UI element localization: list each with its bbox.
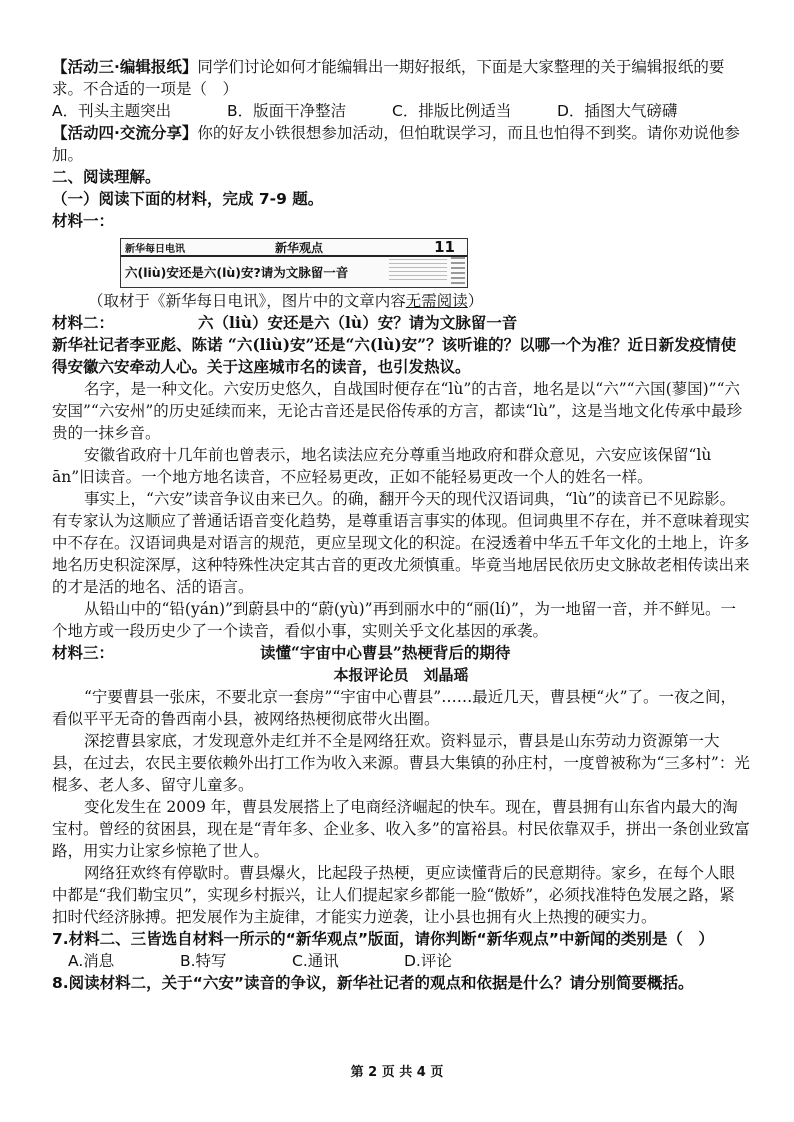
clipping-headline: 六(liù)安还是六(lù)安?请为文脉留一音	[125, 265, 349, 280]
clipping-page-number: 11	[434, 238, 455, 256]
clipping-text-lines	[389, 259, 447, 283]
caption-suffix: ）	[467, 292, 484, 310]
material1-caption	[52, 290, 750, 312]
question-7-options	[52, 950, 750, 972]
activity3-options	[52, 100, 750, 122]
activity3-option-c: C．排版比例适当	[392, 102, 512, 120]
page-footer: 第 2 页 共 4 页	[350, 1065, 444, 1080]
activity4-tag: 【活动四·交流分享】	[52, 124, 198, 142]
section-heading: 二、阅读理解。	[52, 168, 161, 186]
material3-paragraph: 变化发生在 2009 年，曹县发展搭上了电商经济崛起的快车。现在，曹县拥有山东省内最大的淘宝村。曾经的贫困县，现在是“青年多、企业多、收入多”的富裕县。村民依靠双手，拼出一条创业致富路，用实力让家乡惊艳了世人。	[52, 798, 750, 860]
material2-header	[52, 312, 750, 334]
material3-title: 读懂“宇宙中心曹县”热梗背后的期待	[260, 643, 511, 662]
activity3-option-b: B．版面干净整洁	[227, 102, 347, 120]
material3-header	[52, 642, 750, 664]
activity3-option-d: D．插图大气磅礴	[557, 102, 678, 120]
clipping-side-column	[451, 257, 465, 285]
material3-paragraph: 深挖曹县家底，才发现意外走红并不全是网络狂欢。资料显示，曹县是山东劳动力资源第一大县，在过去，农民主要依赖外出打工作为收入来源。曹县大集镇的孙庄村，一度曾被称为“三多村”：光棍多、老人多、留守儿童多。	[52, 732, 750, 794]
q7-option-d: D.评论	[404, 952, 452, 970]
material2-paragraph: 名字，是一种文化。六安历史悠久，自战国时便存在“lù”的古音，地名是以“六”“六国(蓼国)”“六安国”“六安州”的历史延续而来，无论古音还是民俗传承的方言，都读“lù”，这是当地文化传承中最珍贵的一抹乡音。	[52, 380, 743, 442]
activity3-tag: 【活动三·编辑报纸】	[52, 58, 198, 76]
material2-label: 材料二：	[52, 314, 115, 332]
clipping-masthead: 新华每日电讯	[125, 243, 185, 255]
material3-paragraph: 网络狂欢终有停歇时。曹县爆火，比起段子热梗，更应读懂背后的民意期待。家乡，在每个人眼中都是“我们勒宝贝”，实现乡村振兴，让人们提起家乡都能一脸“傲娇”，必须找准特色发展之路，紧扣时代经济脉搏。把发展作为主旋律，才能实力逆袭，让小县也拥有火上热搜的硬实力。	[52, 864, 736, 926]
q7-option-a: A.消息	[68, 952, 115, 970]
material2-paragraph: 事实上，“六安”读音争议由来已久。的确，翻开今天的现代汉语词典，“lù”的读音已不见踪影。有专家认为这顺应了普通话语音变化趋势，是尊重语言事实的体现。但词典里不存在，并不意味着现实中不存在。汉语词典是对语言的规范，更应呈现文化的积淀。在浸透着中华五千年文化的土地上，许多地名历史积淀深厚，这种特殊性决定其古音的更改尤须慎重。毕竟当地居民依历史文脉故老相传读出来的才是活的地名、活的语言。	[52, 490, 750, 596]
material2-title: 六（liù）安还是六（lù）安？请为文脉留一音	[198, 313, 518, 332]
question-7: 7.材料二、三皆选自材料一所示的“新华观点”版面，请你判断“新华观点”中新闻的类别是（ ）	[52, 930, 714, 948]
activity3-option-a: A．刊头主题突出	[52, 102, 172, 120]
material2-paragraph: 从铅山中的“铅(yán)”到蔚县中的“蔚(yù)”再到丽水中的“丽(lí)”，为一地留一音，并不鲜见。一个地方或一段历史少了一个读音，看似小事，实则关乎文化基因的承袭。	[52, 600, 736, 640]
material2-paragraph: 安徽省政府十几年前也曾表示，地名读法应充分尊重当地政府和群众意见，六安应该保留“lù ān”旧读音。一个地方地名读音，不应轻易更改，正如不能轻易更改一个人的姓名一样。	[52, 446, 712, 486]
activity3-question	[52, 56, 750, 100]
clipping-column: 新华观点	[275, 240, 324, 255]
material3-byline: 本报评论员 刘晶瑶	[333, 666, 469, 684]
material1-label: 材料一：	[52, 212, 115, 230]
caption-prefix: （取材于《新华每日电讯》，图片中的文章内容	[88, 292, 406, 310]
material3-paragraph: “宁要曹县一张床，不要北京一套房”“宇宙中心曹县”……最近几天，曹县梗“火”了。一夜之间，看似平平无奇的鲁西南小县，被网络热梗彻底带火出圈。	[52, 688, 737, 728]
caption-underlined: 无需阅读	[405, 292, 468, 310]
q7-option-b: B.特写	[180, 952, 227, 970]
q7-option-c: C.通讯	[292, 952, 339, 970]
material2-paragraph: 新华社记者李亚彪、陈诺 “六(liù)安”还是“六(lù)安”？该听谁的？以哪一个为准？近日新发疫情使得安徽六安牵动人心。关于这座城市名的读音，也引发热议。	[52, 335, 737, 376]
material3-label: 材料三：	[52, 644, 115, 662]
activity4-question	[52, 122, 750, 166]
subsection-heading: （一）阅读下面的材料，完成 7-9 题。	[52, 190, 324, 208]
activity4-text: 你的好友小铁很想参加活动，但怕耽误学习，而且也怕得不到奖。请你劝说他参加。	[52, 124, 740, 164]
newspaper-clipping	[120, 238, 468, 288]
activity3-text: 同学们讨论如何才能编辑出一期好报纸，下面是大家整理的关于编辑报纸的要求。不合适的一项是（ ）	[52, 58, 725, 98]
clipping-header	[121, 239, 467, 257]
question-8: 8.阅读材料二，关于“六安”读音的争议，新华社记者的观点和依据是什么？请分别简要概括。	[52, 974, 694, 992]
